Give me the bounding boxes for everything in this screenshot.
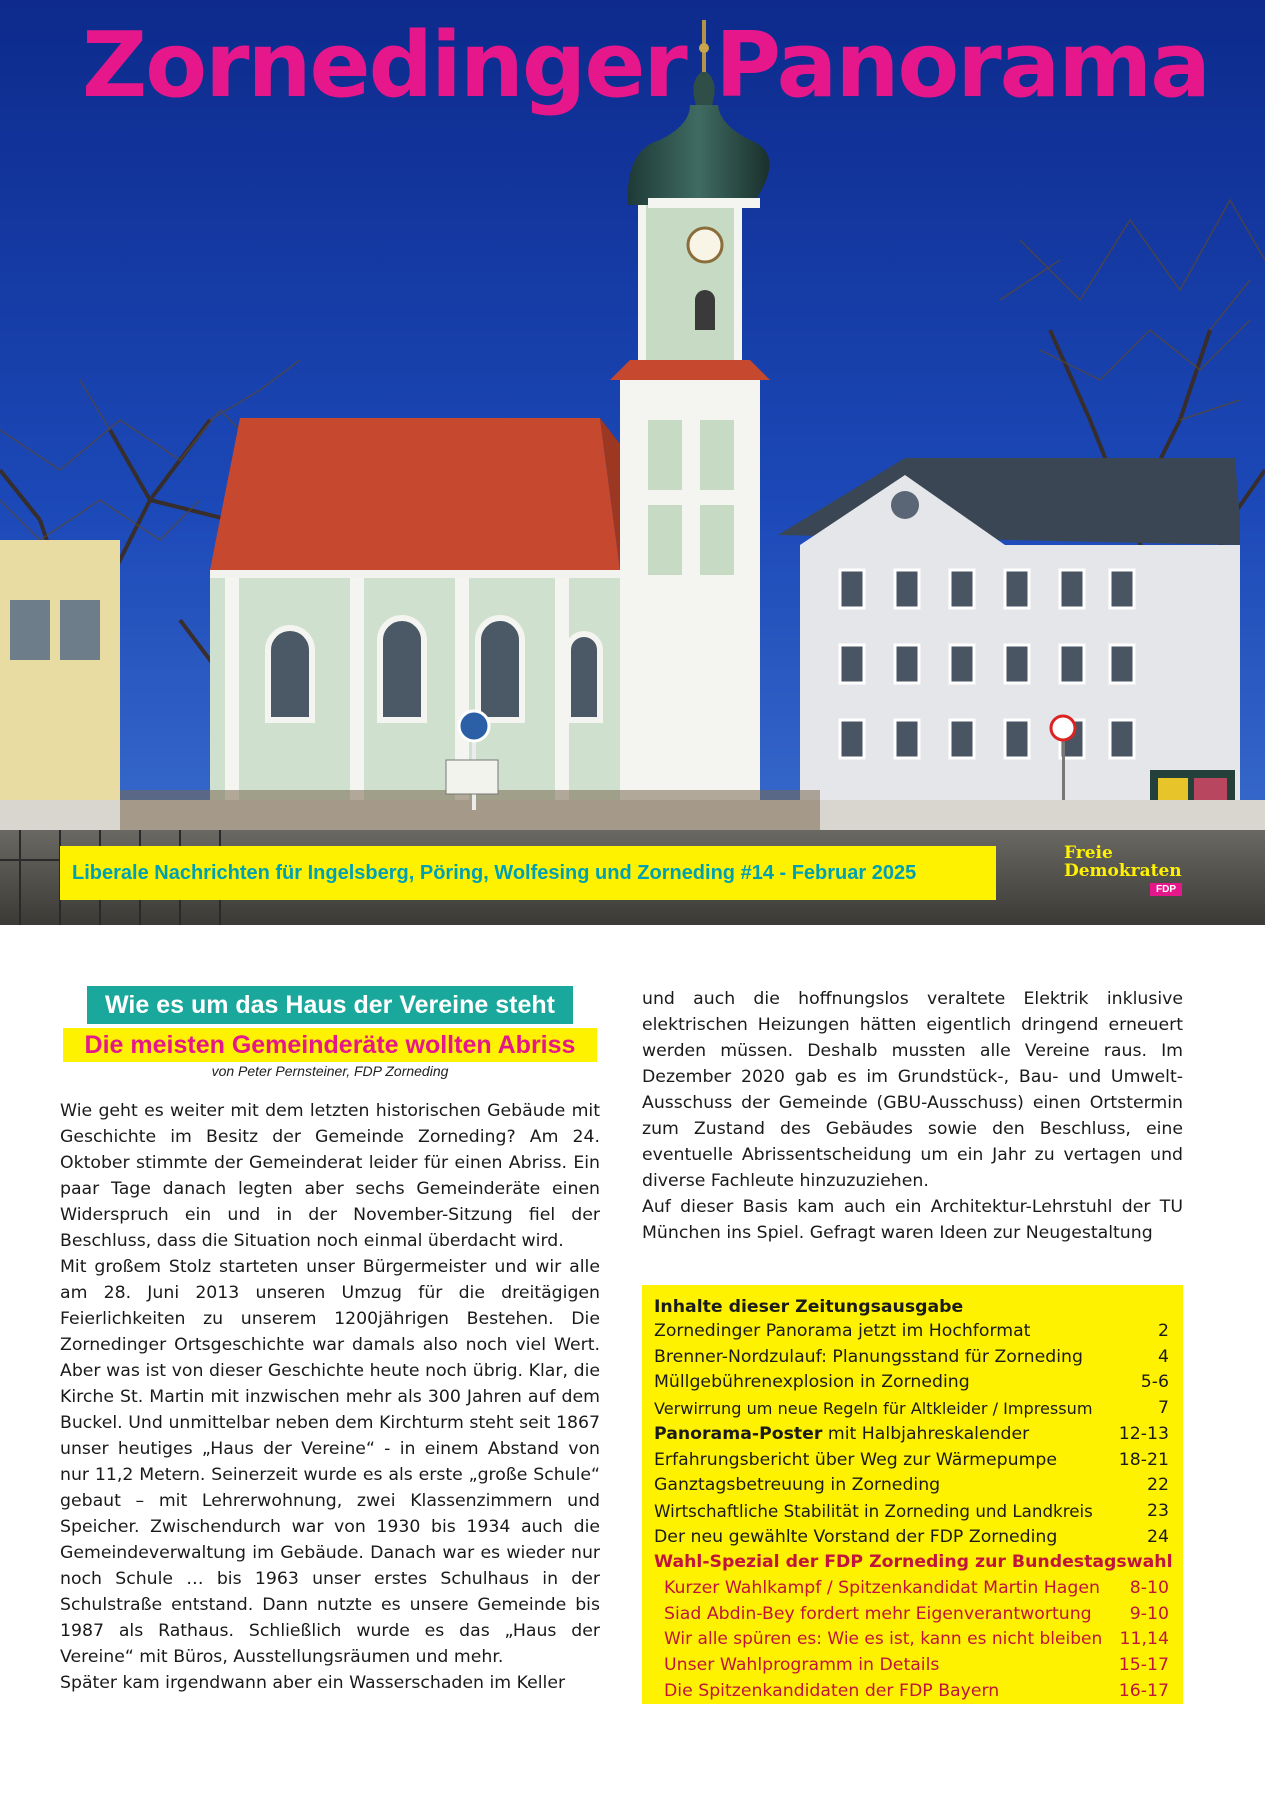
toc-item-title: Die Spitzenkandidaten der FDP Bayern	[664, 1680, 1000, 1701]
article-paragraph: und auch die hoffnungslos veraltete Elektrik inklusive elektrischen Heizungen hätten eigentlich dringend erneuert werden müssen. Deshalb mussten alle Vereine raus. Im Dezember 2020 gab es im Grundstück-, Bau- und Umwelt-Ausschuss der Gemeinde (GBU-Ausschuss) einen Ortstermin zum Zustand des Gebäudes sowie den Beschluss, eine eventuelle Abrissentscheidung um ein Jahr zu vertagen und diverse Fachleute hinzuzuziehen.	[642, 989, 1183, 1191]
logo-line-freie: Freie	[1064, 843, 1113, 863]
toc-special-item	[654, 1653, 1175, 1679]
article-header	[60, 986, 600, 1079]
toc-item	[654, 1525, 1175, 1551]
toc-item-page: 7	[1158, 1398, 1169, 1419]
toc-item-title: Wirtschaftliche Stabilität in Zorneding und Landkreis	[654, 1500, 1093, 1521]
toc-item-title: Unser Wahlprogramm in Details	[664, 1655, 940, 1676]
toc-item-title: Ganztagsbetreuung in Zorneding	[654, 1475, 941, 1496]
toc-item-title: Kurzer Wahlkampf / Spitzenkandidat Martin Hagen	[664, 1578, 1100, 1599]
masthead-title: Zornedinger Panorama	[82, 13, 1209, 118]
article-column-right	[642, 986, 1183, 1246]
article-subheadline: Die meisten Gemeinderäte wollten Abriss	[63, 1028, 597, 1062]
toc-special-title: Wahl-Spezial der FDP Zorneding zur Bundestagswahl	[654, 1552, 1173, 1573]
fdp-logo	[1064, 844, 1182, 896]
article-paragraph: Wie geht es weiter mit dem letzten historischen Gebäude mit Geschichte im Besitz der Gemeinde Zorneding? Am 24. Oktober stimmte der Gemeinderat leider für einen Abriss. Ein paar Tage danach legten aber sechs Gemeinderäte einen Widerspruch ein und in der November-Sitzung fiel der Beschluss, dass die Situation noch einmal überdacht wird.	[60, 1101, 600, 1251]
toc-item-page: 4	[1158, 1346, 1169, 1367]
toc-item	[654, 1396, 1175, 1422]
toc-item	[654, 1473, 1175, 1499]
table-of-contents	[642, 1285, 1183, 1704]
toc-item-title-rest: mit Halbjahreskalender	[822, 1423, 1030, 1444]
toc-item-title: Erfahrungsbericht über Weg zur Wärmepumpe	[654, 1449, 1058, 1470]
toc-item	[654, 1422, 1175, 1448]
toc-item-title: Siad Abdin-Bey fordert mehr Eigenverantwortung	[664, 1603, 1092, 1624]
toc-item	[654, 1370, 1175, 1396]
toc-special-item	[654, 1576, 1175, 1602]
toc-item-page: 9-10	[1129, 1603, 1169, 1624]
toc-item-page: 12-13	[1118, 1423, 1169, 1444]
toc-item-title: Der neu gewählte Vorstand der FDP Zorneding	[654, 1526, 1058, 1547]
toc-special-item	[654, 1679, 1175, 1705]
toc-item	[654, 1448, 1175, 1474]
toc-item-page: 15-17	[1118, 1655, 1169, 1676]
toc-item-page: 18-21	[1118, 1449, 1169, 1470]
logo-line-demokraten: Demokraten	[1064, 861, 1182, 881]
toc-item-page: 11,14	[1119, 1629, 1169, 1650]
toc-item-page: 16-17	[1118, 1680, 1169, 1701]
article-paragraph: Mit großem Stolz starteten unser Bürgermeister und wir alle am 28. Juni 2013 unseren Umzug für die dreitägigen Feierlichkeiten zu unserem 1200jährigen Bestehen. Die Zornedinger Ortsgeschichte war damals also noch viel Wert. Aber was ist von dieser Geschichte heute noch übrig. Klar, die Kirche St. Martin mit inzwischen mehr als 300 Jahren auf dem Buckel. Und unmittelbar neben dem Kirchturm steht seit 1867 unser heutiges „Haus der Vereine“ - in einem Abstand von nur 11,2 Metern. Seinerzeit wurde es als erste „große Schule“ gebaut – mit Lehrerwohnung, zwei Klassenzimmern und Speicher. Zwischendurch war von 1930 bis 1934 auch die Gemeindeverwaltung im Gebäude. Danach war es wieder nur noch Schule … bis 1963 unser erstes Schulhaus in der Schulstraße entstand. Dann nutzte es unsere Gemeinde bis 1987 als Rathaus. Schließlich wurde es das „Haus der Vereine“ mit Büros, Ausstellungsräumen und mehr.	[60, 1257, 600, 1667]
toc-item-page: 5-6	[1140, 1372, 1169, 1393]
logo-badge-fdp: FDP	[1150, 883, 1182, 896]
toc-item-page: 22	[1147, 1475, 1169, 1496]
toc-item-page: 23	[1147, 1500, 1169, 1521]
toc-item-title: Zornedinger Panorama jetzt im Hochformat	[654, 1321, 1031, 1341]
article-headline: Wie es um das Haus der Vereine steht	[87, 986, 573, 1024]
toc-item-title-bold: Panorama-Poster	[654, 1423, 823, 1444]
toc-item	[654, 1345, 1175, 1371]
toc-title: Inhalte dieser Zeitungsausgabe	[654, 1297, 964, 1317]
issue-subtitle-bar	[60, 846, 996, 900]
article-paragraph: Später kam irgendwann aber ein Wasserschaden im Keller	[60, 1673, 566, 1693]
article-byline: von Peter Pernsteiner, FDP Zorneding	[211, 1063, 449, 1079]
toc-item-page: 2	[1158, 1321, 1169, 1341]
toc-item	[654, 1319, 1175, 1345]
toc-item-title	[654, 1422, 1029, 1448]
toc-item-page: 8-10	[1129, 1578, 1169, 1599]
issue-subtitle: Liberale Nachrichten für Ingelsberg, Pöring, Wolfesing und Zorneding #14 - Februar 2025	[72, 861, 917, 884]
toc-special-item	[654, 1602, 1175, 1628]
toc-item-title: Wir alle spüren es: Wie es ist, kann es nicht bleiben	[664, 1629, 1103, 1650]
toc-item	[654, 1499, 1175, 1525]
toc-special-item	[654, 1627, 1175, 1653]
toc-item-title: Verwirrung um neue Regeln für Altkleider / Impressum	[654, 1399, 1093, 1419]
article-column-left	[60, 1098, 600, 1696]
toc-item-page: 24	[1147, 1526, 1169, 1547]
article-paragraph: Auf dieser Basis kam auch ein Architektur-Lehrstuhl der TU München ins Spiel. Gefragt waren Ideen zur Neugestaltung	[642, 1197, 1183, 1243]
toc-item-title: Brenner-Nordzulauf: Planungsstand für Zorneding	[654, 1346, 1083, 1367]
toc-item-title: Müllgebührenexplosion in Zorneding	[654, 1372, 970, 1393]
